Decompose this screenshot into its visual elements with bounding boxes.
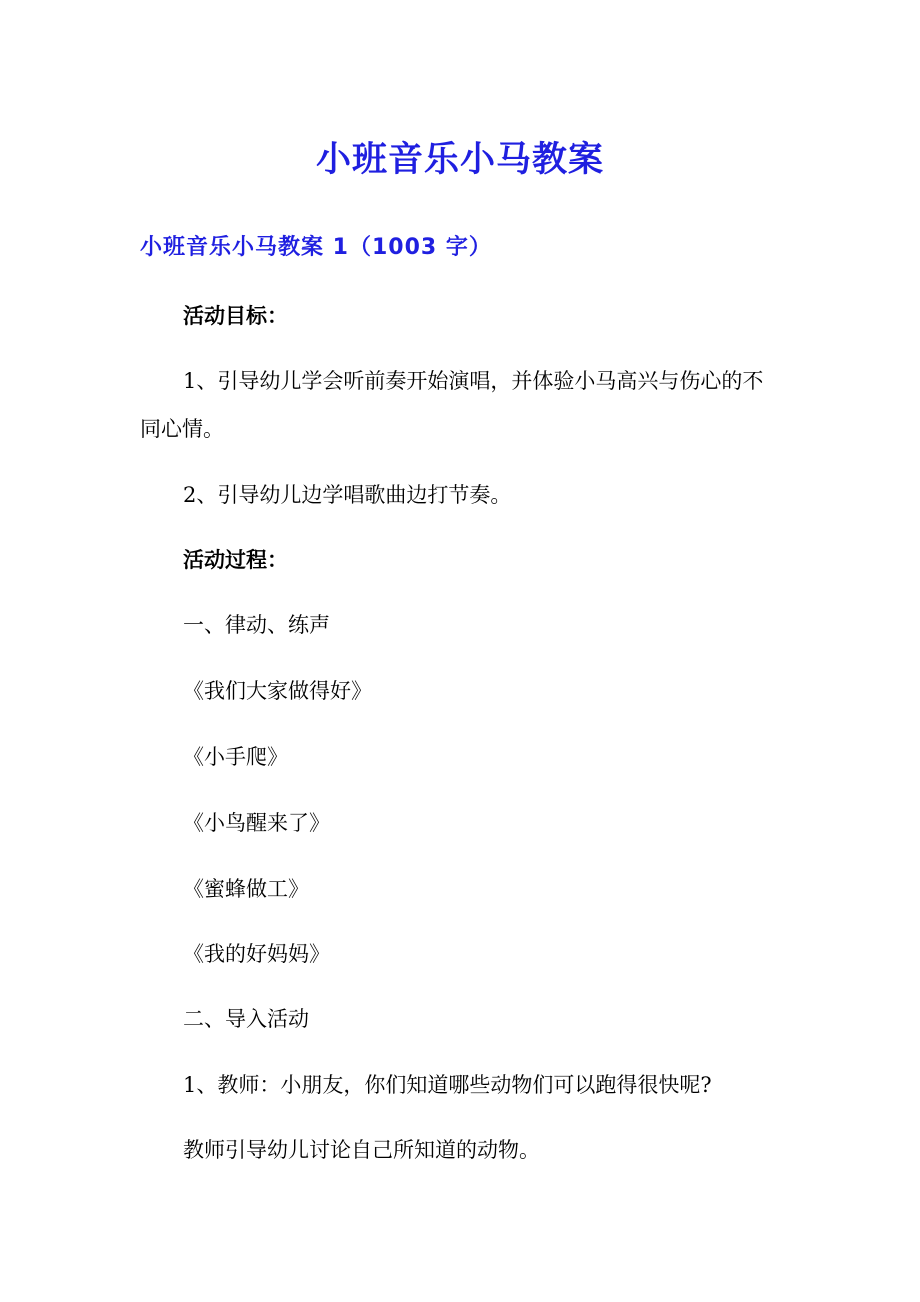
paragraph-step-1: 一、律动、练声 (183, 613, 330, 637)
song-title-5: 《我的好妈妈》 (183, 942, 330, 966)
document-title: 小班音乐小马教案 (315, 139, 604, 180)
song-title-1: 《我们大家做得好》 (183, 679, 372, 703)
song-title-4: 《蜜蜂做工》 (183, 877, 309, 901)
paragraph-goal-1-continued: 同心情。 (140, 417, 224, 441)
paragraph-goal-2: 2、引导幼儿边学唱歌曲边打节奏。 (183, 483, 512, 507)
paragraph-teacher-question: 1、教师：小朋友，你们知道哪些动物们可以跑得很快呢? (183, 1073, 712, 1097)
song-title-2: 《小手爬》 (183, 745, 288, 769)
paragraph-goal-1: 1、引导幼儿学会听前奏开始演唱，并体验小马高兴与伤心的不 (183, 369, 764, 393)
section-heading: 小班音乐小马教案 1（1003 字） (140, 235, 492, 260)
paragraph-teacher-guidance: 教师引导幼儿讨论自己所知道的动物。 (183, 1138, 540, 1162)
paragraph-step-2: 二、导入活动 (183, 1007, 309, 1031)
song-title-3: 《小鸟醒来了》 (183, 811, 330, 835)
paragraph-activity-goals-label: 活动目标： (183, 304, 288, 328)
paragraph-activity-process-label: 活动过程： (183, 548, 288, 572)
